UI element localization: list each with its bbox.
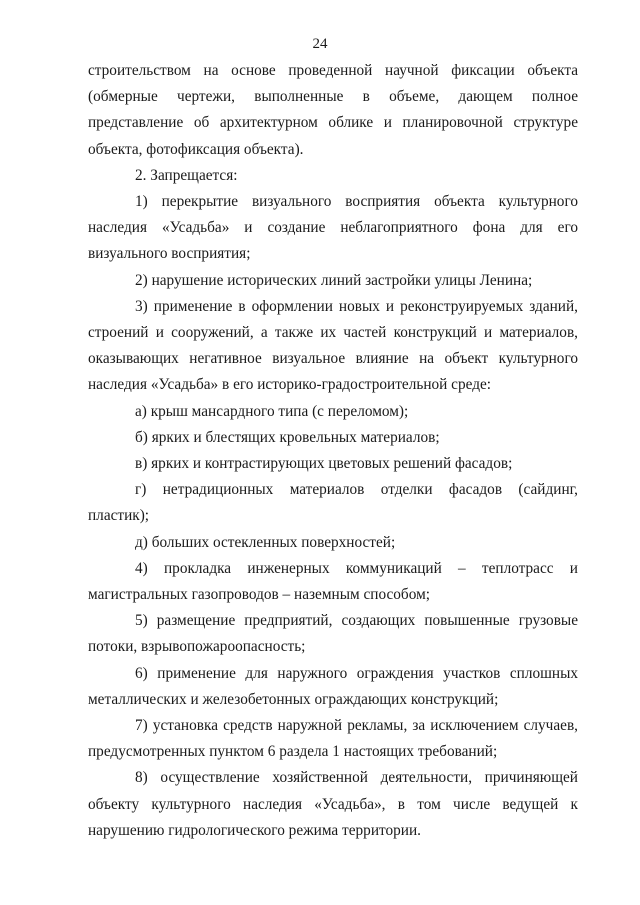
paragraph-subitem-a: а) крыш мансардного типа (с переломом); — [135, 402, 409, 420]
paragraph-item-1: 1) перекрытие визуального восприятия объекта культурного наследия «Усадьба» и создание неблагоприятного фона для его визуального восприятия; — [88, 193, 578, 263]
paragraph-item-6: 6) применение для наружного ограждения участков сплошных металлических и железобетонных ограждающих конструкций; — [88, 664, 578, 708]
paragraph-section-heading: 2. Запрещается: — [135, 166, 238, 184]
paragraph-item-4: 4) прокладка инженерных коммуникаций – теплотрасс и магистральных газопроводов – наземным способом; — [88, 559, 578, 604]
paragraph-item-3: 3) применение в оформлении новых и реконструируемых зданий, строений и сооружений, а также их частей конструкций и материалов, оказывающих негативное визуальное влияние на объект культурного наследия «Усадьба» в его историко-градостроительной среде: — [88, 297, 578, 394]
document-body — [88, 58, 578, 844]
paragraph-subitem-d: д) больших остекленных поверхностей; — [135, 533, 396, 551]
page-number: 24 — [312, 36, 328, 52]
paragraph-subitem-v: в) ярких и контрастирующих цветовых решений фасадов; — [135, 455, 513, 473]
paragraph-subitem-g: г) нетрадиционных материалов отделки фасадов (сайдинг, пластик); — [88, 481, 578, 525]
paragraph-continuation: строительством на основе проведенной научной фиксации объекта (обмерные чертежи, выполненные в объеме, дающем полное представление об архитектурном облике и планировочной структуре объекта, фотофиксация объекта). — [88, 62, 578, 158]
paragraph-item-5: 5) размещение предприятий, создающих повышенные грузовые потоки, взрывопожароопасность; — [88, 612, 578, 656]
paragraph-item-7: 7) установка средств наружной рекламы, за исключением случаев, предусмотренных пунктом 6 раздела 1 настоящих требований; — [88, 717, 578, 761]
paragraph-subitem-b: б) ярких и блестящих кровельных материалов; — [135, 428, 440, 446]
paragraph-item-2: 2) нарушение исторических линий застройки улицы Ленина; — [135, 271, 533, 289]
paragraph-item-8: 8) осуществление хозяйственной деятельности, причиняющей объекту культурного наследия «Усадьба», в том числе ведущей к нарушению гидрологического режима территории. — [88, 769, 578, 839]
